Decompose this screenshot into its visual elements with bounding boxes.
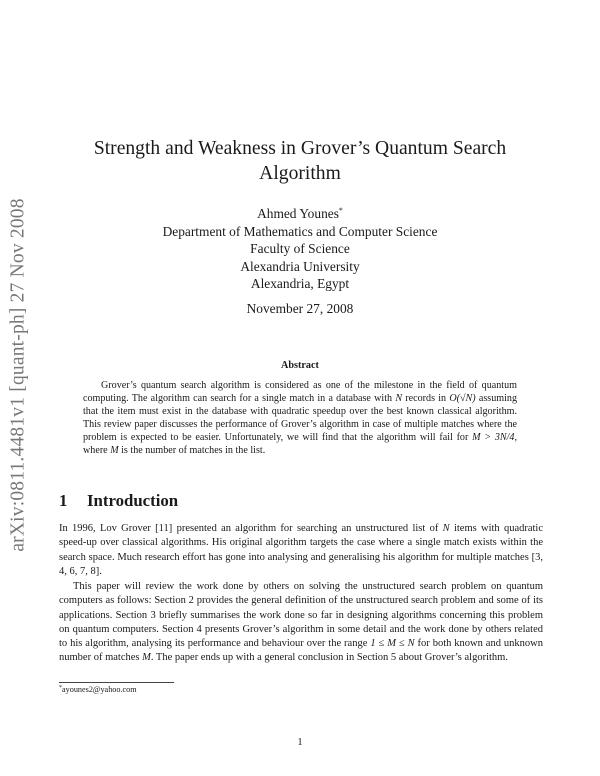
para2-var-m: M [142,652,151,664]
abstract-heading: Abstract [281,360,319,371]
intro-paragraph-1 [59,522,543,579]
para1-text-a: In 1996, Lov Grover [11] presented an algorithm for searching an unstructured list of [59,523,443,534]
author-name: Ahmed Younes [257,206,339,221]
abstract-condition: M > 3N/4 [472,431,515,443]
abstract-text-2: records in [402,392,450,404]
section-number: 1 [59,491,68,510]
para2-text-a: This paper will review the work done by others on solving the unstructured search problem on quantum computers as follows: Section 2 provides the general definition of the unstructured search problem and some of its applications. Section 3 briefly summarises the work done so far in designing algorithms concerning this problem on quantum computers. Section 4 presents Grover’s algorithm in some detail and the work done by others related to his algorithm, analysing its performance and behaviour over the range [59,581,543,650]
paper-date: November 27, 2008 [246,301,354,316]
author-faculty: Faculty of Science [250,241,350,257]
para2-text-c: . The paper ends up with a general conclusion in Section 5 about Grover’s algorithm. [150,652,508,664]
arxiv-sidebar-stamp [4,165,34,585]
section-title: Introduction [87,491,179,510]
abstract-var-n: N [395,392,403,404]
abstract-text-4: , where [83,431,517,456]
author-footnote-marker: * [338,206,343,215]
footnote-marker: * [59,685,62,691]
abstract-text-1: Grover’s quantum search algorithm is considered as one of the milestone in the field of quantum computing. The algorithm can search for a single match in a database with [83,380,517,404]
abstract-text-3: assuming that the item must exist in the database with quadratic speedup over the best known classical algorithm. This review paper discusses the performance of Grover’s algorithm in case of multiple matches where the problem is expected to be easier. Unfortunately, we will find that the algorithm will fail for [83,392,517,443]
para2-range: 1 ≤ M ≤ N [370,638,415,650]
paper-title [60,136,540,186]
abstract-text [83,380,517,457]
author-location: Alexandria, Egypt [250,276,350,292]
para2-text-b: for both known and unknown number of matches [59,638,543,664]
para1-var-n: N [442,523,450,534]
author-block [60,202,540,293]
arxiv-identifier: arXiv:0811.4481v1 [quant-ph] 27 Nov 2008 [8,198,30,552]
para1-text-b: items with quadratic speed-up over classical algorithms. His original algorithm targets the case where a single match exists within the search space. Much research effort has gone into analysing and generalising his algorithm for multiple matches [3, 4, 6, 7, 8]. [59,523,544,577]
page-number: 1 [297,737,303,748]
author-department: Department of Mathematics and Computer Science [162,223,438,239]
footnote-rule [59,682,174,683]
title-line-1: Strength and Weakness in Grover’s Quantum Search [93,138,507,159]
author-university: Alexandria University [240,258,360,274]
footnote [59,685,137,694]
author-name-line [60,202,540,223]
footnote-email: ayounes2@yahoo.com [62,685,137,694]
abstract-text-5: is the number of matches in the list. [118,444,266,456]
section-heading-introduction [59,491,178,511]
intro-paragraph-2 [59,580,543,666]
abstract-big-o: O(√N) [449,392,476,404]
title-line-2: Algorithm [259,163,341,184]
abstract-var-m: M [110,444,119,456]
